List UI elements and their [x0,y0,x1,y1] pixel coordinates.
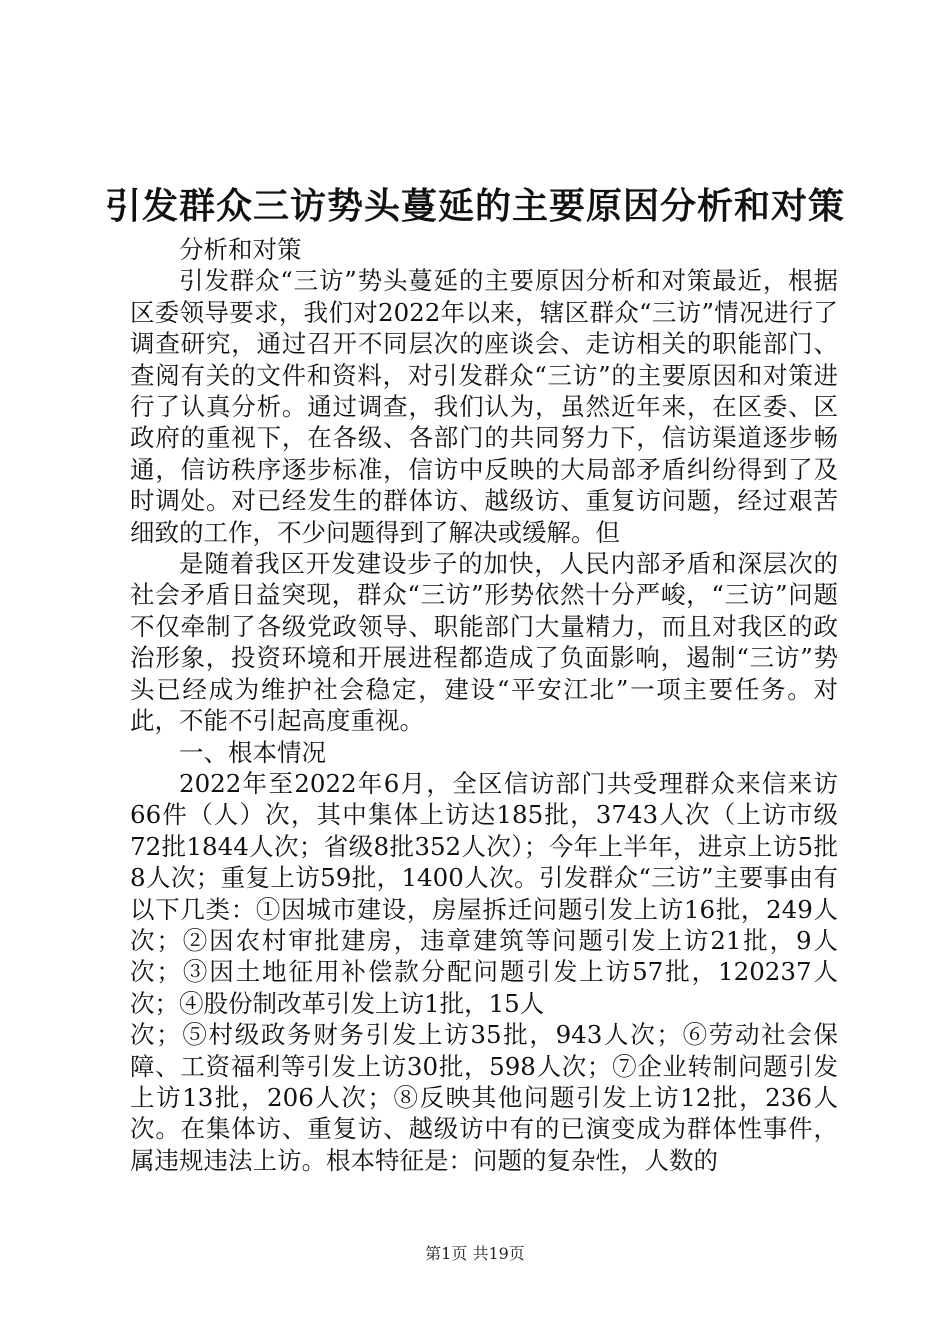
document-body [130,234,838,1176]
paragraph-intro: 引发群众“三访”势头蔓延的主要原因分析和对策最近，根据区委领导要求，我们对2022年以来，辖区群众“三访”情况进行了调查研究，通过召开不同层次的座谈会、走访相关的职能部门、查阅有关的文件和资料，对引发群众“三访”的主要原因和对策进行了认真分析。通过调查，我们认为，虽然近年来，在区委、区政府的重视下，在各级、各部门的共同努力下，信访渠道逐步畅通，信访秩序逐步标准，信访中反映的大局部矛盾纠纷得到了及时调处。对已经发生的群体访、越级访、重复访问题，经过艰苦细致的工作，不少问题得到了解决或缓解。但 [130,266,838,547]
paragraph-statistics-continued: 次；⑤村级政务财务引发上访35批，943人次；⑥劳动社会保障、工资福利等引发上访30批，598人次；⑦企业转制问题引发上访13批，206人次；⑧反映其他问题引发上访12批，236人次。在集体访、重复访、越级访中有的已演变成为群体性事件，属违规违法上访。根本特征是：问题的复杂性，人数的 [130,1020,838,1175]
paragraph-situation: 是随着我区开发建设步子的加快，人民内部矛盾和深层次的社会矛盾日益突现，群众“三访”形势依然十分严峻，“三访”问题不仅牵制了各级党政领导、职能部门大量精力，而且对我区的政治形象，投资环境和开展进程都造成了负面影响，遏制“三访”势头已经成为维护社会稳定，建设“平安江北”一项主要任务。对此，不能不引起高度重视。 [130,549,838,736]
document-title: 引发群众三访势头蔓延的主要原因分析和对策 [104,186,845,227]
section-heading-basic-situation: 一、根本情况 [179,737,326,767]
paragraph-statistics: 2022年至2022年6月，全区信访部门共受理群众来信来访66件（人）次，其中集体上访达185批，3743人次（上访市级72批1844人次；省级8批352人次）；今年上半年，进京上访5批8人次；重复上访59批，1400人次。引发群众“三访”主要事由有以下几类：①因城市建设，房屋拆迁问题引发上访16批，249人次；②因农村审批建房，违章建筑等问题引发上访21批，9人次；③因土地征用补偿款分配问题引发上访57批，120237人次；④股份制改革引发上访1批，15人 [130,768,838,1018]
page-number-footer: 第1页 共19页 [425,1244,525,1263]
paragraph-subtitle: 分析和对策 [179,235,302,264]
